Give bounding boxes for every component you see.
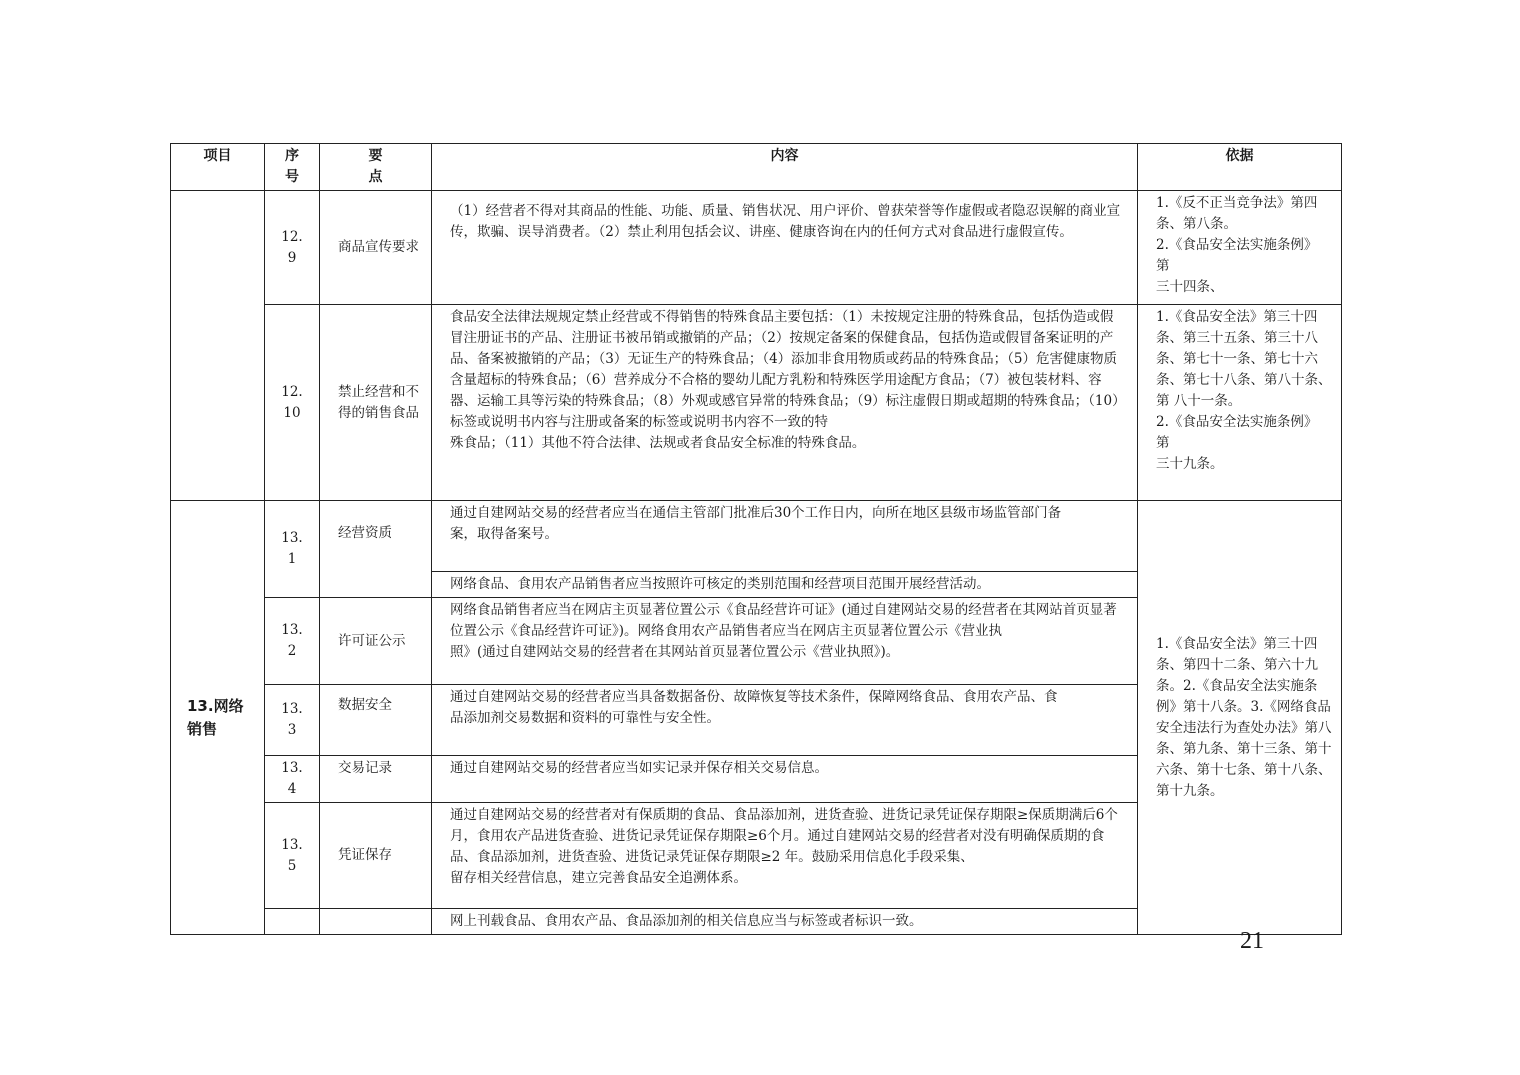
content-cell: 食品安全法律法规规定禁止经营或不得销售的特殊食品主要包括：（1）未按规定注册的特殊食品，包括伪造或假冒注册证书的产品、注册证书被吊销或撤销的产品；（2）按规定备案的保健食品，包括伪造或假冒备案证明的产品、备案被撤销的产品；（3）无证生产的特殊食品；（4）添加非食用物质或药品的特殊食品；（5）危害健康物质含量超标的特殊食品；（6）营养成分不合格的婴幼儿配方乳粉和特殊医学用途配方食品；（7）被包装材料、容器、运输工具等污染的特殊食品；（8）外观或感官异常的特殊食品；（9）标注虚假日期或超期的特殊食品；（10）标签或说明书内容与注册或备案的标签或说明书内容不一致的特 殊食品；（11）其他不符合法律、法规或者食品安全标准的特殊食品。 (432, 305, 1138, 501)
key-point-cell: 商品宣传要求 (320, 191, 432, 305)
header-seq: 序 号 (265, 144, 320, 191)
seq-cell-empty (265, 909, 320, 935)
content-cell: 网上刊载食品、食用农产品、食品添加剂的相关信息应当与标签或者标识一致。 (432, 909, 1138, 935)
project-cell: 13.网络销售 (171, 501, 265, 935)
key-point-cell: 经营资质 (320, 501, 432, 598)
key-point-cell: 凭证保存 (320, 803, 432, 909)
content-cell: 通过自建网站交易的经营者应当在通信主管部门批准后30个工作日内，向所在地区县级市场监管部门备 案，取得备案号。 (432, 501, 1138, 572)
basis-cell: 1.《反不正当竞争法》第四条、第八条。 2.《食品安全法实施条例》 第 三十四条、 (1138, 191, 1342, 305)
regulation-table (170, 143, 1342, 935)
table-row (171, 305, 1342, 501)
content-cell: 网络食品销售者应当在网店主页显著位置公示《食品经营许可证》(通过自建网站交易的经营者在其网站首页显著位置公示《食品经营许可证》)。网络食用农产品销售者应当在网店主页显著位置公示《营业执 照》(通过自建网站交易的经营者在其网站首页显著位置公示《营业执照》)。 (432, 598, 1138, 685)
table-row (171, 501, 1342, 572)
content-cell: （1）经营者不得对其商品的性能、功能、质量、销售状况、用户评价、曾获荣誉等作虚假或者隐忍误解的商业宣传，欺骗、误导消费者。（2）禁止利用包括会议、讲座、健康咨询在内的任何方式对食品进行虚假宣传。 (432, 191, 1138, 305)
basis-cell: 1.《食品安全法》第三十四条、第四十二条、第六十九条。2.《食品安全法实施条例》第十八条。3.《网络食品安全违法行为查处办法》第八条、第九条、第十三条、第十六条、第十七条、第十八条、第十九条。 (1138, 501, 1342, 935)
header-content: 内容 (432, 144, 1138, 191)
seq-cell: 13. 2 (265, 598, 320, 685)
seq-cell: 12. 9 (265, 191, 320, 305)
seq-cell: 12. 10 (265, 305, 320, 501)
seq-cell: 13. 5 (265, 803, 320, 909)
header-project: 项目 (171, 144, 265, 191)
basis-cell: 1.《食品安全法》第三十四条、第三十五条、第三十八条、第七十一条、第七十六条、第七十八条、第八十条、第 八十一条。 2.《食品安全法实施条例》 第 三十九条。 (1138, 305, 1342, 501)
header-key: 要 点 (320, 144, 432, 191)
key-point-cell: 禁止经营和不得的销售食品 (320, 305, 432, 501)
seq-cell: 13. 1 (265, 501, 320, 598)
header-row (171, 144, 1342, 191)
project-cell-empty (171, 191, 265, 501)
content-cell: 网络食品、食用农产品销售者应当按照许可核定的类别范围和经营项目范围开展经营活动。 (432, 572, 1138, 598)
key-point-cell: 数据安全 (320, 685, 432, 756)
content-cell: 通过自建网站交易的经营者对有保质期的食品、食品添加剂，进货查验、进货记录凭证保存期限≥保质期满后6个月，食用农产品进货查验、进货记录凭证保存期限≥6个月。通过自建网站交易的经营者对没有明确保质期的食品、食品添加剂，进货查验、进货记录凭证保存期限≥2 年。鼓励采用信息化手段采集、 留存相关经营信息，建立完善食品安全追溯体系。 (432, 803, 1138, 909)
table-row (171, 191, 1342, 305)
key-point-cell: 交易记录 (320, 756, 432, 803)
key-point-cell-empty (320, 909, 432, 935)
content-cell: 通过自建网站交易的经营者应当如实记录并保存相关交易信息。 (432, 756, 1138, 803)
content-cell: 通过自建网站交易的经营者应当具备数据备份、故障恢复等技术条件，保障网络食品、食用农产品、食 品添加剂交易数据和资料的可靠性与安全性。 (432, 685, 1138, 756)
seq-cell: 13. 3 (265, 685, 320, 756)
page-number: 21 (1240, 928, 1264, 954)
header-basis: 依据 (1138, 144, 1342, 191)
seq-cell: 13. 4 (265, 756, 320, 803)
key-point-cell: 许可证公示 (320, 598, 432, 685)
